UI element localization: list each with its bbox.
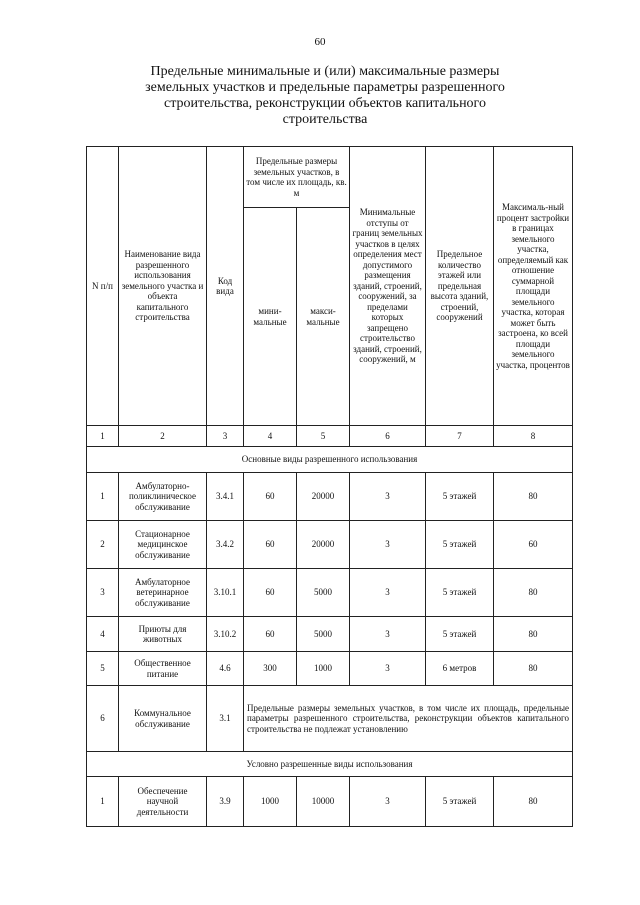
table-row bbox=[87, 521, 573, 569]
row-code: 3.4.1 bbox=[207, 473, 244, 521]
row-min: 60 bbox=[244, 473, 297, 521]
header-num: N п/п bbox=[87, 147, 119, 426]
row-floors: 5 этажей bbox=[426, 617, 494, 652]
row-name: Амбулаторно-поликлиническое обслуживание bbox=[119, 473, 207, 521]
row-name: Стационарное медицинское обслуживание bbox=[119, 521, 207, 569]
column-numbers-row bbox=[87, 426, 573, 447]
row-max: 5000 bbox=[297, 569, 350, 617]
table-row bbox=[87, 777, 573, 827]
row-note-not-established: Предельные размеры земельных участков, в том числе их площадь, предельные параметры разрешенного строительства, реконструкции объектов капитального строительства не подлежат установлению bbox=[244, 686, 573, 752]
table-row bbox=[87, 686, 573, 752]
row-code: 4.6 bbox=[207, 652, 244, 686]
column-number: 6 bbox=[350, 426, 426, 447]
row-coverage: 60 bbox=[494, 521, 573, 569]
row-setback: 3 bbox=[350, 652, 426, 686]
row-num: 4 bbox=[87, 617, 119, 652]
section-conditional-heading: Условно разрешенные виды использования bbox=[87, 752, 573, 777]
row-floors: 5 этажей bbox=[426, 521, 494, 569]
row-code: 3.1 bbox=[207, 686, 244, 752]
section-row-conditional bbox=[87, 752, 573, 777]
row-num: 5 bbox=[87, 652, 119, 686]
header-area-group: Предельные размеры земельных участков, в том числе их площадь, кв. м bbox=[244, 147, 350, 208]
row-min: 300 bbox=[244, 652, 297, 686]
section-row-main bbox=[87, 447, 573, 473]
column-number: 4 bbox=[244, 426, 297, 447]
parameters-table bbox=[86, 146, 573, 827]
row-coverage: 80 bbox=[494, 569, 573, 617]
row-max: 10000 bbox=[297, 777, 350, 827]
header-name: Наименование вида разрешенного использования земельного участка и объекта капитального строительства bbox=[119, 147, 207, 426]
row-code: 3.10.2 bbox=[207, 617, 244, 652]
section-main-heading: Основные виды разрешенного использования bbox=[87, 447, 573, 473]
header-area-min: мини-мальные bbox=[244, 208, 297, 426]
row-name: Общественное питание bbox=[119, 652, 207, 686]
table-row bbox=[87, 569, 573, 617]
row-coverage: 80 bbox=[494, 652, 573, 686]
row-code: 3.10.1 bbox=[207, 569, 244, 617]
table-row bbox=[87, 617, 573, 652]
row-floors: 5 этажей bbox=[426, 473, 494, 521]
row-setback: 3 bbox=[350, 569, 426, 617]
row-num: 3 bbox=[87, 569, 119, 617]
header-code: Код вида bbox=[207, 147, 244, 426]
column-number: 5 bbox=[297, 426, 350, 447]
column-number: 2 bbox=[119, 426, 207, 447]
row-num: 1 bbox=[87, 777, 119, 827]
row-max: 5000 bbox=[297, 617, 350, 652]
row-num: 1 bbox=[87, 473, 119, 521]
row-floors: 5 этажей bbox=[426, 777, 494, 827]
header-row-1 bbox=[87, 147, 573, 208]
row-num: 6 bbox=[87, 686, 119, 752]
header-coverage: Максималь-ный процент застройки в границах земельного участка, определяемый как отношение суммарной площади земельного участка, которая может быть застроена, ко всей площади земельного участка, процентов bbox=[494, 147, 573, 426]
row-min: 1000 bbox=[244, 777, 297, 827]
table-row bbox=[87, 652, 573, 686]
row-coverage: 80 bbox=[494, 473, 573, 521]
column-number: 1 bbox=[87, 426, 119, 447]
header-floors: Предельное количество этажей или предельная высота зданий, строений, сооружений bbox=[426, 147, 494, 426]
header-area-max: макси-мальные bbox=[297, 208, 350, 426]
row-max: 1000 bbox=[297, 652, 350, 686]
row-name: Коммунальное обслуживание bbox=[119, 686, 207, 752]
document-title: Предельные минимальные и (или) максимальные размеры земельных участков и предельные параметры разрешенного строительства, реконструкции объектов капитального строительства bbox=[145, 64, 505, 127]
row-max: 20000 bbox=[297, 473, 350, 521]
row-setback: 3 bbox=[350, 777, 426, 827]
row-floors: 5 этажей bbox=[426, 569, 494, 617]
column-number: 3 bbox=[207, 426, 244, 447]
row-min: 60 bbox=[244, 569, 297, 617]
row-min: 60 bbox=[244, 521, 297, 569]
header-setback: Минимальные отступы от границ земельных участков в целях определения мест допустимого размещения зданий, строений, сооружений, за пределами которых запрещено строительство зданий, строений, сооружений, м bbox=[350, 147, 426, 426]
row-code: 3.4.2 bbox=[207, 521, 244, 569]
row-name: Приюты для животных bbox=[119, 617, 207, 652]
row-setback: 3 bbox=[350, 473, 426, 521]
column-number: 7 bbox=[426, 426, 494, 447]
row-coverage: 80 bbox=[494, 617, 573, 652]
row-max: 20000 bbox=[297, 521, 350, 569]
page-number: 60 bbox=[314, 36, 326, 48]
row-setback: 3 bbox=[350, 617, 426, 652]
row-name: Амбулаторное ветеринарное обслуживание bbox=[119, 569, 207, 617]
row-num: 2 bbox=[87, 521, 119, 569]
row-setback: 3 bbox=[350, 521, 426, 569]
row-min: 60 bbox=[244, 617, 297, 652]
row-floors: 6 метров bbox=[426, 652, 494, 686]
table-row bbox=[87, 473, 573, 521]
row-code: 3.9 bbox=[207, 777, 244, 827]
row-name: Обеспечение научной деятельности bbox=[119, 777, 207, 827]
row-coverage: 80 bbox=[494, 777, 573, 827]
column-number: 8 bbox=[494, 426, 573, 447]
